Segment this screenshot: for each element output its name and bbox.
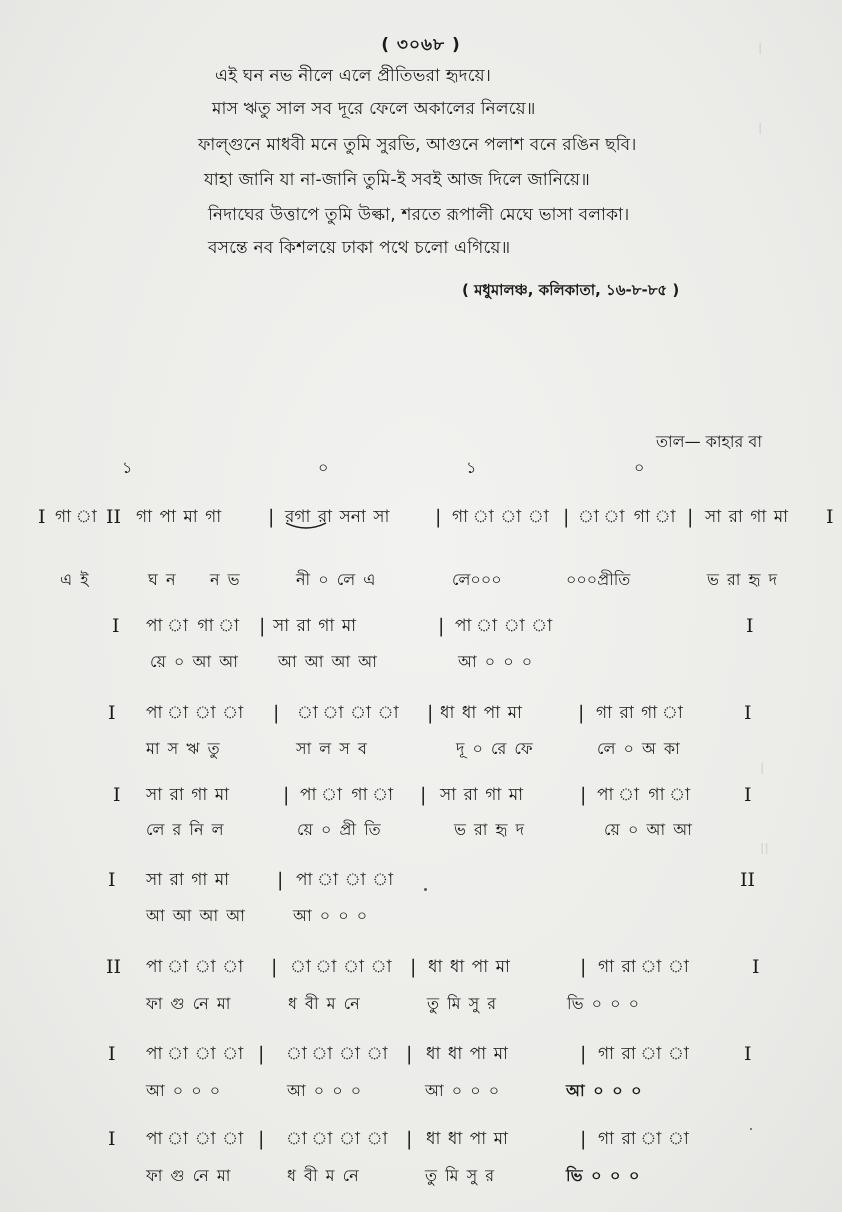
bleed-through-mark: I <box>758 40 763 58</box>
barline: | <box>273 702 280 724</box>
barline: I <box>744 1043 752 1065</box>
double-barline: II <box>740 869 756 891</box>
barline: I <box>108 702 116 724</box>
verse-line: নিদাঘের উত্তাপে তুমি উল্কা, শরতে রূপালী মেঘে ভাসা বলাকা। <box>208 205 630 225</box>
lyric-syllables: তু মি সু র <box>427 994 497 1013</box>
barline: I <box>826 506 834 528</box>
swara-measure: গা রা া া <box>598 1044 691 1064</box>
barline: | <box>687 506 694 528</box>
barline: | <box>427 702 434 724</box>
lyric-syllables: য়ে ০ আ আ <box>150 652 238 671</box>
swara-pickup: গা া <box>55 507 99 527</box>
barline: | <box>277 869 284 891</box>
barline: | <box>438 615 445 637</box>
lyric-syllables: ফা গু নে মা <box>146 1166 231 1185</box>
barline: I <box>752 956 760 978</box>
swara-measure: সা রা গা মা <box>440 785 524 805</box>
swara-measure: া া গা া <box>578 507 678 527</box>
verse-line: বসন্তে নব কিশলয়ে ঢাকা পথে চলো এগিয়ে॥ <box>208 238 511 258</box>
bleed-through-mark: I <box>760 760 765 778</box>
barline: I <box>112 615 120 637</box>
lyric-syllables: তু মি সু র <box>425 1166 495 1185</box>
page-number: ( ৩০৬৮ ) <box>381 35 461 55</box>
swara-measure: সা রা গা মা <box>146 870 230 890</box>
swara-measure: সা রা গা মা <box>273 616 357 636</box>
lyric-syllables: য়ে ০ প্রী তি <box>297 820 381 839</box>
barline: | <box>580 1043 587 1065</box>
lyric-syllables: দূ ০ রে ফে <box>456 739 533 758</box>
swara-measure: া া া া <box>297 703 401 723</box>
barline: | <box>283 784 290 806</box>
barline: I <box>113 784 121 806</box>
swara-measure: সা রা গা মা <box>705 507 789 527</box>
lyric-syllables: ভ রা হৃ দ <box>454 820 524 839</box>
swara-measure: পা া া া <box>455 616 555 636</box>
lyric-syllables: আ ০ ০ ০ <box>425 1081 500 1100</box>
swara-measure: ধা ধা পা মা <box>426 1044 508 1064</box>
lyric-syllables: আ আ আ আ <box>278 652 377 671</box>
swara-measure: গা পা মা গা <box>136 507 222 527</box>
verse-line: যাহা জানি যা না-জানি তুমি-ই সবই আজ দিলে জানিয়ে॥ <box>204 170 590 190</box>
bleed-through-mark: I <box>758 120 763 138</box>
lyric-syllables: লে র নি ল <box>146 820 224 839</box>
swara-measure: ধা ধা পা মা <box>440 703 522 723</box>
barline: | <box>258 1043 265 1065</box>
lyric-syllables: লে০০০ <box>452 570 502 589</box>
lyric-syllables: আ আ আ আ <box>146 906 245 925</box>
lyric-syllables: ভি ০ ০ ০ <box>566 1166 640 1185</box>
lyric-syllables: ন ভ <box>210 570 240 589</box>
beat-marker: ১ <box>122 458 133 477</box>
ink-dot <box>750 1128 752 1130</box>
swara-measure: া া া া <box>290 957 394 977</box>
barline: | <box>435 506 442 528</box>
barline: | <box>406 1043 413 1065</box>
swara-measure: পা া গা া <box>146 616 242 636</box>
bleed-through-mark: II <box>760 840 769 858</box>
taal-label: তাল— কাহার বা <box>656 432 762 451</box>
barline: | <box>578 702 585 724</box>
swara-measure: গা া া া <box>452 507 551 527</box>
verse-line: এই ঘন নভ নীলে এলে প্রীতিভরা হৃদয়ে। <box>215 66 492 86</box>
lyric-syllables: নী ০ লে এ <box>296 570 376 589</box>
lyric-syllables: ভি ০ ০ ০ <box>567 994 639 1013</box>
beat-marker: ০ <box>318 458 329 477</box>
swara-measure: গা রা গা া <box>596 703 685 723</box>
lyric-syllables: ০০০প্রীতি <box>566 570 631 589</box>
barline: | <box>580 956 587 978</box>
swara-measure: পা া া া <box>146 1129 246 1149</box>
verse-line: ফাল্গুনে মাধবী মনে তুমি সুরভি, আগুনে পলাশ বনে রঙিন ছবি। <box>198 135 637 155</box>
swara-measure: গা রা া া <box>598 1129 691 1149</box>
lyric-syllables: আ ০ ০ ০ <box>287 1081 362 1100</box>
barline: | <box>580 1128 587 1150</box>
swara-measure: পা া গা া <box>300 785 396 805</box>
lyric-syllables: ভ রা হৃ দ <box>707 570 777 589</box>
barline: | <box>410 956 417 978</box>
barline: | <box>271 956 278 978</box>
lyric-syllables: সা ল স ব <box>296 739 367 758</box>
source-date: ( মধুমালঞ্চ, কলিকাতা, ১৬-৮-৮৫ ) <box>462 281 680 299</box>
lyric-syllables: আ ০ ০ ০ <box>458 652 533 671</box>
swara-measure: পা া গা া <box>597 785 693 805</box>
swara-measure: সা রা গা মা <box>146 785 230 805</box>
lyric-syllables: ঘ ন <box>148 570 176 589</box>
lyric-syllables: মা স ঋ তু <box>146 739 220 758</box>
barline: | <box>563 506 570 528</box>
barline: | <box>259 615 266 637</box>
verse-line: মাস ঋতু সাল সব দূরে ফেলে অকালের নিলয়ে॥ <box>212 99 536 119</box>
barline: I <box>746 615 754 637</box>
lyric-syllables: এ ই <box>60 570 89 589</box>
swara-measure: ধা ধা পা মা <box>426 1129 508 1149</box>
barline: I <box>108 869 116 891</box>
swara-measure: া া া া <box>286 1044 390 1064</box>
lyric-syllables: ফা গু নে মা <box>146 994 231 1013</box>
beat-marker: ১ <box>466 458 477 477</box>
swara-measure: া া া া <box>286 1129 390 1149</box>
swara-measure: ধা ধা পা মা <box>428 957 510 977</box>
lyric-syllables: য়ে ০ আ আ <box>604 820 692 839</box>
barline: I <box>108 1043 116 1065</box>
lyric-syllables: লে ০ অ কা <box>597 739 680 758</box>
swara-measure: পা া া া <box>146 703 246 723</box>
barline: I <box>38 506 46 528</box>
barline: | <box>580 784 587 806</box>
ink-dot <box>424 888 427 891</box>
barline: | <box>406 1128 413 1150</box>
barline: | <box>258 1128 265 1150</box>
swara-measure: গা রা া া <box>598 957 691 977</box>
lyric-syllables: ধ বী ম নে <box>288 994 360 1013</box>
swara-measure: পা া া া <box>146 1044 246 1064</box>
barline: | <box>268 506 275 528</box>
double-barline: II <box>106 956 122 978</box>
double-barline: II <box>106 506 122 528</box>
lyric-syllables: আ ০ ০ ০ <box>293 906 368 925</box>
lyric-syllables: আ ০ ০ ০ <box>566 1081 642 1100</box>
beat-marker: ০ <box>634 458 645 477</box>
swara-measure: পা া া া <box>296 870 396 890</box>
swara-measure: রগা রা সনা সা <box>285 507 390 527</box>
barline: I <box>744 784 752 806</box>
lyric-syllables: আ ০ ০ ০ <box>146 1081 221 1100</box>
swara-measure: পা া া া <box>146 957 246 977</box>
lyric-syllables: ধ বী ম নে <box>287 1166 359 1185</box>
barline: I <box>744 702 752 724</box>
barline: I <box>108 1128 116 1150</box>
barline: | <box>420 784 427 806</box>
